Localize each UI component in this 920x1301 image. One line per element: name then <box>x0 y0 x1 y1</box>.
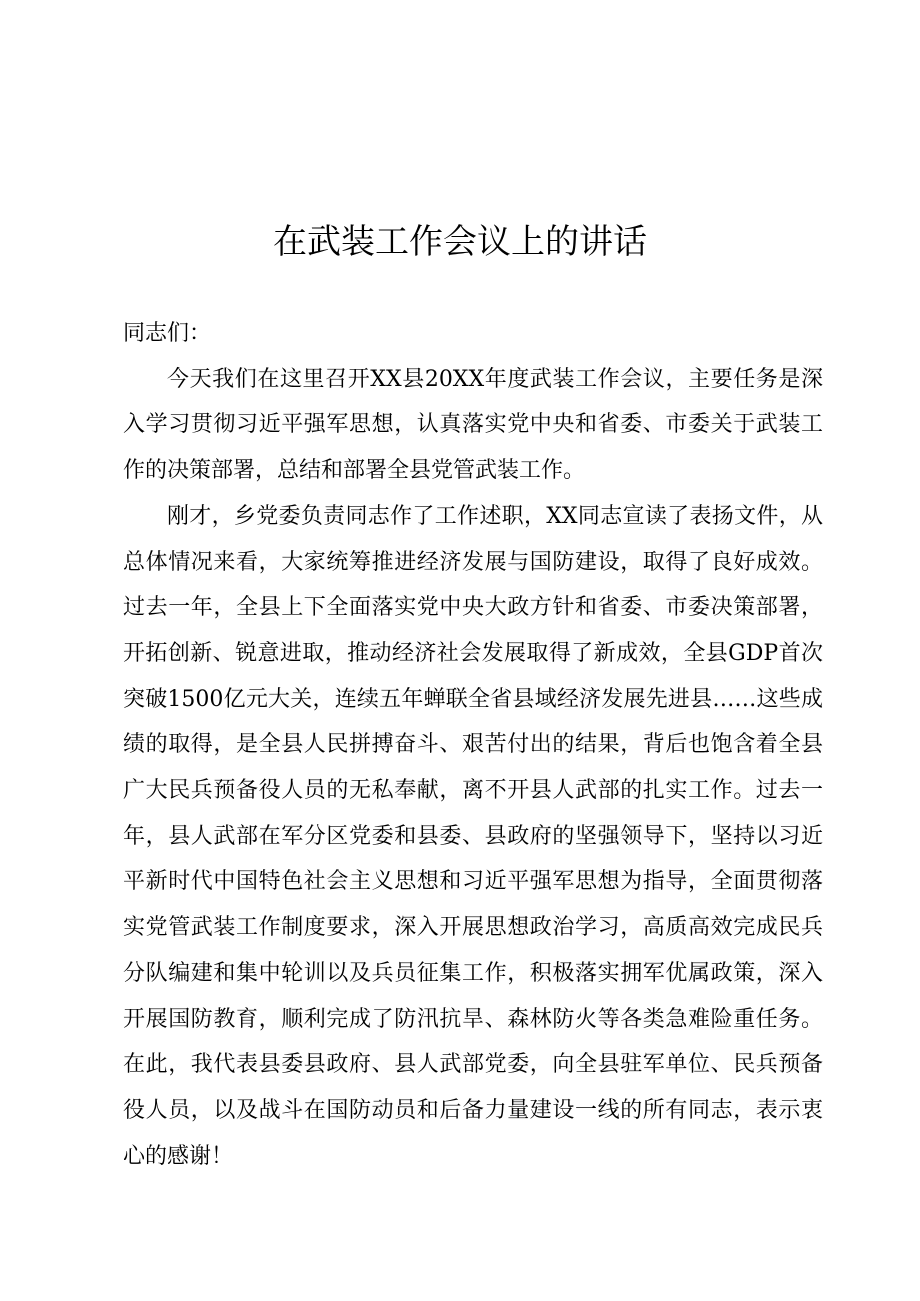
paragraph-review: 刚才，乡党委负责同志作了工作述职，XX同志宣读了表扬文件，从总体情况来看，大家统筹推进经济发展与国防建设，取得了良好成效。过去一年，全县上下全面落实党中央大政方针和省委、市委决策部署，开拓创新、锐意进取，推动经济社会发展取得了新成效，全县GDP首次突破1500亿元大关，连续五年蝉联全省县域经济发展先进县……这些成绩的取得，是全县人民拼搏奋斗、艰苦付出的结果，背后也饱含着全县广大民兵预备役人员的无私奉献，离不开县人武部的扎实工作。过去一年，县人武部在军分区党委和县委、县政府的坚强领导下，坚持以习近平新时代中国特色社会主义思想和习近平强军思想为指导，全面贯彻落实党管武装工作制度要求，深入开展思想政治学习，高质高效完成民兵分队编建和集中轮训以及兵员征集工作，积极落实拥军优属政策，深入开展国防教育，顺利完成了防汛抗旱、森林防火等各类急难险重任务。在此，我代表县委县政府、县人武部党委，向全县驻军单位、民兵预备役人员，以及战斗在国防动员和后备力量建设一线的所有同志，表示衷心的感谢！ <box>123 503 823 1169</box>
document-body <box>123 311 823 1179</box>
salutation: 同志们： <box>123 321 212 346</box>
document-title: 在武装工作会议上的讲话 <box>273 222 647 262</box>
paragraph-opening: 今天我们在这里召开XX县20XX年度武装工作会议，主要任务是深入学习贯彻习近平强军思想，认真落实党中央和省委、市委关于武装工作的决策部署，总结和部署全县党管武装工作。 <box>123 366 823 484</box>
